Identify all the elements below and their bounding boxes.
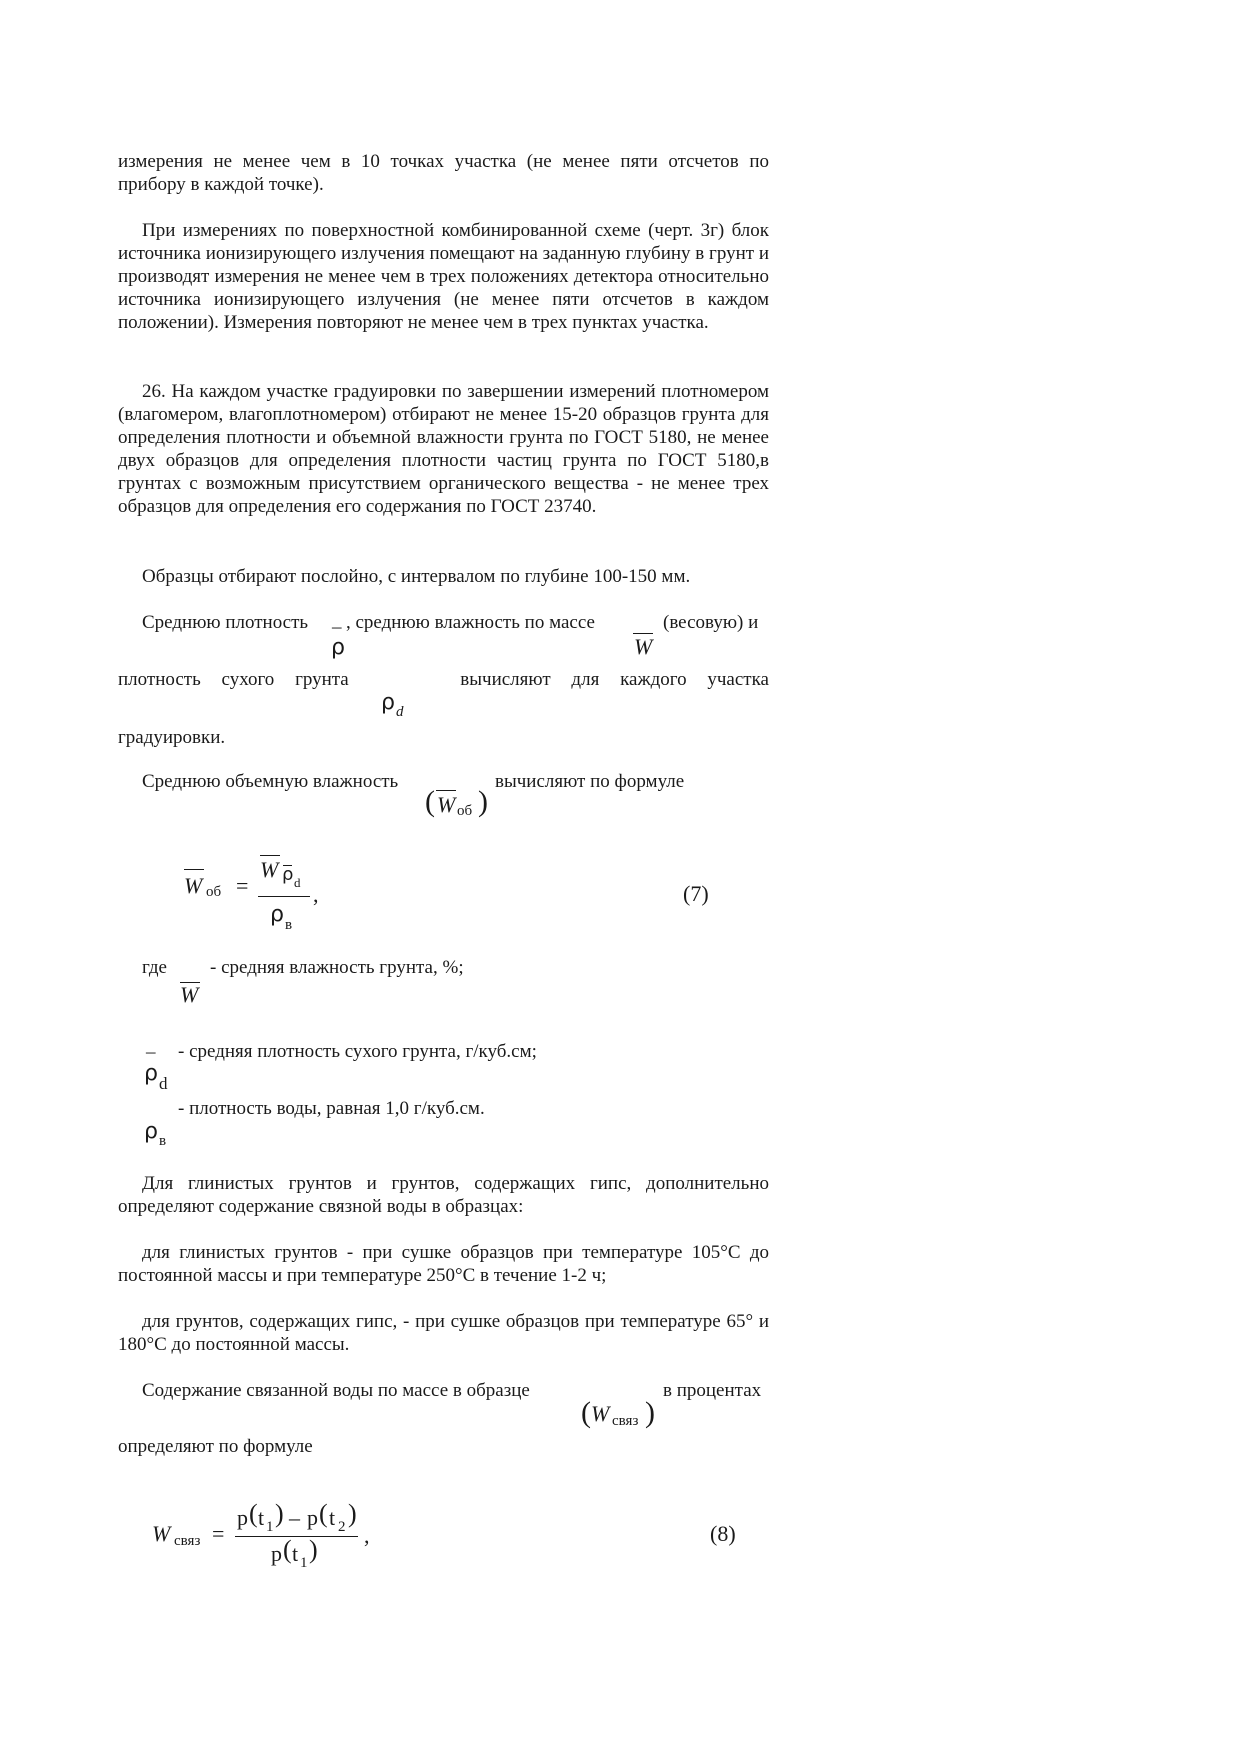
p10-end: определяют по формуле: [118, 1436, 313, 1457]
eq7-den-rho: ρ: [270, 902, 284, 927]
eq7-comma: ,: [313, 882, 319, 907]
where-rhod-desc: - средняя плотность сухого грунта, г/куб.см;: [178, 1041, 537, 1062]
eq7-fraction-bar: [258, 896, 310, 897]
eq7-num-rho: ρ: [282, 864, 294, 885]
eq8-den-p: p: [271, 1541, 282, 1566]
where-rhod-bar: _: [146, 1035, 156, 1056]
eq8-num-minus: –: [289, 1505, 300, 1530]
eq8-num-t2: t: [329, 1505, 336, 1530]
eq8-num-rp1: ): [275, 1499, 284, 1528]
p5-word-4: вычисляют: [460, 669, 551, 690]
where-label: где: [142, 957, 167, 978]
eq8-num-sub1: 1: [266, 1519, 274, 1535]
p5-word-5: для: [571, 669, 600, 690]
eq8-den-lp: (: [283, 1535, 292, 1564]
paragraph-3: 26. На каждом участке градуировки по завершении измерений плотномером (влагомером, влагоплотномером) отбирают не менее 15-20 образцов грунта для определения плотности и объемной влажности грунта по ГОСТ 5180, не менее двух образцов для определения плотности частиц грунта по ГОСТ 5180,в грунтах с возможным присутствием органического вещества - не менее трех образцов для определения его содержания по ГОСТ 23740.: [118, 381, 769, 517]
rho-d-symbol: ρ: [381, 690, 395, 715]
p6-lparen: (: [425, 785, 435, 818]
eq7-num-w-overline: [260, 855, 280, 856]
p6-text-a: Среднюю объемную влажность: [142, 771, 399, 792]
p5-line-2: [118, 668, 769, 691]
p5-end: градуировки.: [118, 727, 226, 748]
eq8-den-t: t: [292, 1541, 299, 1566]
p10-text-a: Содержание связанной воды по массе в образце: [142, 1380, 530, 1401]
p5-word-2: сухого: [221, 669, 275, 690]
where-rhov-sub: в: [159, 1133, 167, 1149]
p10-rparen: ): [645, 1396, 655, 1429]
eq8-comma: ,: [364, 1523, 370, 1548]
paragraph-1: измерения не менее чем в 10 точках участка (не менее пяти отсчетов по прибору в каждой точке).: [118, 151, 769, 195]
eq7-num-d: d: [294, 875, 301, 890]
p6-text-b: вычисляют по формуле: [495, 771, 685, 792]
p6-w-symbol: W: [437, 792, 456, 817]
p10-text-b: в процентах: [663, 1380, 762, 1401]
paragraph-9: для грунтов, содержащих гипс, - при сушке образцов при температуре 65° и 180°С до постоянной массы.: [118, 1311, 769, 1355]
eq8-num-lp2: (: [319, 1499, 328, 1528]
eq8-equals: =: [212, 1521, 225, 1546]
eq7-ob: об: [206, 884, 222, 900]
paragraph-4: Образцы отбирают послойно, с интервалом по глубине 100-150 мм.: [142, 566, 691, 587]
p6-w-overline: [436, 790, 456, 791]
p5-rhod-gap: [370, 668, 440, 691]
p5-word-1: плотность: [118, 669, 201, 690]
p5-text-c: (весовую) и: [663, 612, 759, 633]
eq8-den-sub: 1: [300, 1555, 308, 1571]
p5-text-b: , среднюю влажность по массе: [346, 612, 595, 633]
eq8-num-lp1: (: [249, 1499, 258, 1528]
where-rhod-symbol: ρ: [144, 1061, 158, 1086]
eq7-number: (7): [683, 881, 709, 906]
eq8-num-sub2: 2: [338, 1519, 346, 1535]
rho-symbol: ρ: [331, 635, 345, 660]
eq8-den-rp: ): [309, 1535, 318, 1564]
p5-word-3: грунта: [295, 669, 349, 690]
p5-word-7: участка: [707, 669, 769, 690]
rho-bar: _: [332, 610, 342, 631]
eq7-equals: =: [236, 873, 249, 898]
p6-rparen: ): [478, 785, 488, 818]
p10-svyaz: связ: [612, 1413, 639, 1429]
eq8-fraction-bar: [235, 1536, 358, 1537]
eq7-num-w: W: [260, 857, 279, 882]
paragraph-8: для глинистых грунтов - при сушке образцов при температуре 105°С до постоянной массы и при температуре 250°С в течение 1-2 ч;: [118, 1242, 769, 1286]
eq8-num-t1: t: [258, 1505, 265, 1530]
w-symbol: W: [634, 634, 653, 659]
eq8-num-rp2: ): [348, 1499, 357, 1528]
eq8-number: (8): [710, 1521, 736, 1546]
p5-text-a: Среднюю плотность: [142, 612, 309, 633]
p10-w: W: [591, 1401, 610, 1426]
rho-d-subscript: d: [396, 704, 404, 720]
eq8-num-p2: p: [307, 1505, 318, 1530]
eq8-w: W: [152, 1521, 171, 1546]
where-w-desc: - средняя влажность грунта, %;: [210, 957, 464, 978]
paragraph-7: Для глинистых грунтов и грунтов, содержащих гипс, дополнительно определяют содержание связной воды в образцах:: [118, 1173, 769, 1217]
eq8-svyaz: связ: [174, 1533, 201, 1549]
p10-lparen: (: [581, 1396, 591, 1429]
p5-word-6: каждого: [620, 669, 687, 690]
eq7-w-overline: [184, 869, 204, 870]
p6-ob-subscript: об: [457, 803, 473, 819]
where-rhod-sub: d: [159, 1074, 168, 1093]
where-w-symbol: W: [180, 982, 199, 1007]
eq7-den-v: в: [285, 917, 293, 933]
eq7-w: W: [184, 873, 203, 898]
where-rhov-symbol: ρ: [144, 1119, 158, 1144]
paragraph-2: При измерениях по поверхностной комбинированной схеме (черт. 3г) блок источника ионизирующего излучения помещают на заданную глубину в грунт и производят измерения не менее чем в трех положениях детектора относительно источника ионизирующего излучения (не менее пяти отсчетов в каждом положении). Измерения повторяют не менее чем в трех пунктах участка.: [118, 220, 769, 333]
eq8-num-p1: p: [237, 1505, 248, 1530]
where-rhov-desc: - плотность воды, равная 1,0 г/куб.см.: [178, 1098, 485, 1119]
